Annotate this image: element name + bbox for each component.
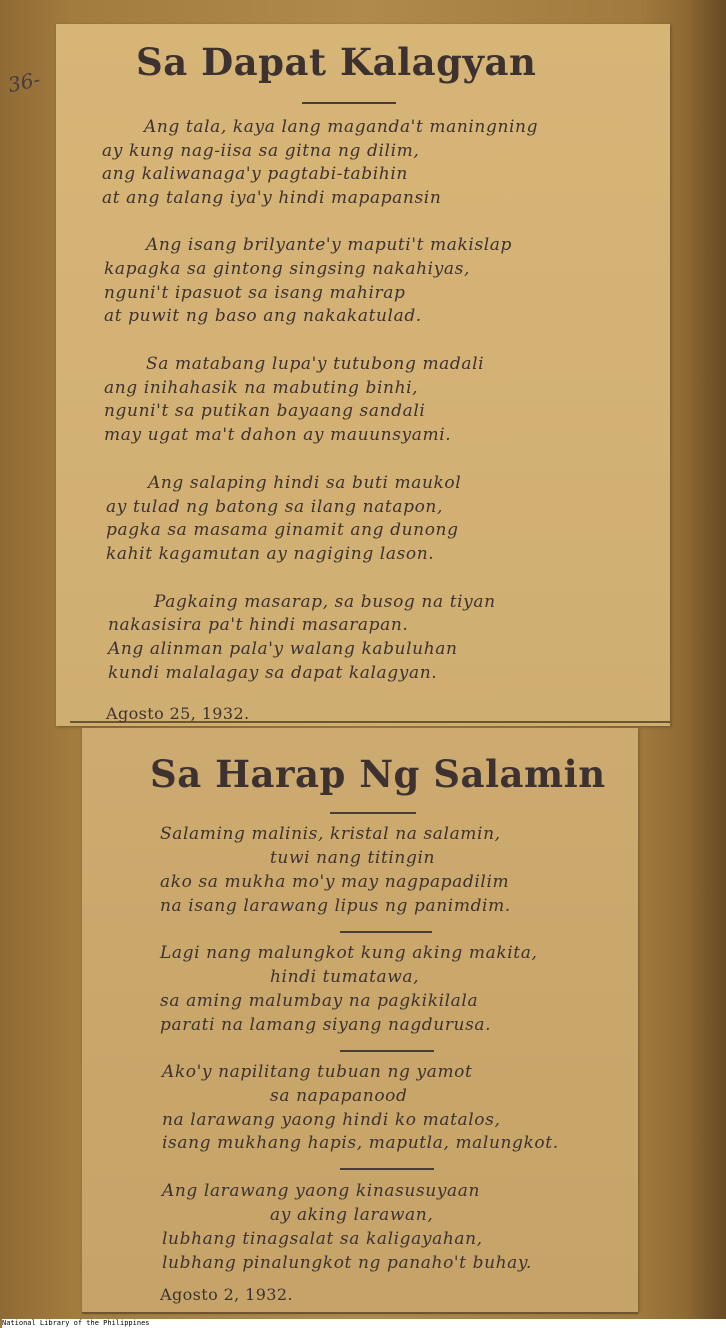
poem-1-line: may ugat ma't dahon ay mauunsyami. xyxy=(104,425,452,445)
poem-1-line: Sa matabang lupa'y tutubong madali xyxy=(146,354,485,374)
poem-2-line: ako sa mukha mo'y may nagpapadilim xyxy=(160,872,510,892)
poem-2-line: Lagi nang malungkot kung aking makita, xyxy=(160,943,538,963)
poem-1-line: nguni't sa putikan bayaang sandali xyxy=(104,401,426,421)
poem-1-line: nguni't ipasuot sa isang mahirap xyxy=(104,283,406,303)
poem-1-line: at puwit ng baso ang nakakatulad. xyxy=(104,306,422,326)
poem-2-date: Agosto 2, 1932. xyxy=(160,1285,293,1304)
stanza-separator xyxy=(340,1168,434,1170)
poem-2-line: Ako'y napilitang tubuan ng yamot xyxy=(162,1062,473,1082)
poem-1-line: Ang salaping hindi sa buti maukol xyxy=(148,473,462,493)
poem-2-line: parati na lamang siyang nagdurusa. xyxy=(160,1015,492,1035)
poem-2-line: Salaming malinis, kristal na salamin, xyxy=(160,824,501,844)
poem-2-title: Sa Harap Ng Salamin xyxy=(150,752,606,796)
poem-2-line: ay aking larawan, xyxy=(270,1205,434,1225)
poem-1-line: kahit kagamutan ay nagiging lason. xyxy=(106,544,435,564)
poem-2-line: na isang larawang lipus ng panimdim. xyxy=(160,896,511,916)
poem-1-line: Pagkaing masarap, sa busog na tiyan xyxy=(154,592,496,612)
page-number: 36- xyxy=(5,66,43,98)
title-underline xyxy=(302,102,396,104)
poem-1-title: Sa Dapat Kalagyan xyxy=(136,40,537,84)
page-edge-shadow xyxy=(686,0,726,1320)
poem-1-line: kundi malalagay sa dapat kalagyan. xyxy=(108,663,438,683)
poem-2-line: sa aming malumbay na pagkikilala xyxy=(160,991,479,1011)
poem-2-line: tuwi nang titingin xyxy=(270,848,436,868)
poem-1-line: at ang talang iya'y hindi mapapansin xyxy=(102,188,442,208)
poem-1-line: Ang isang brilyante'y maputi't makislap xyxy=(146,235,513,255)
poem-1-line: Ang tala, kaya lang maganda't maningning xyxy=(144,117,539,137)
poem-1-line: nakasisira pa't hindi masarapan. xyxy=(108,615,409,635)
bottom-rule xyxy=(82,1312,638,1314)
title-underline xyxy=(330,812,416,814)
poem-1-line: kapagka sa gintong singsing nakahiyas, xyxy=(104,259,470,279)
poem-1-date: Agosto 25, 1932. xyxy=(106,704,250,723)
stanza-separator xyxy=(340,931,432,933)
poem-1-line: ay tulad ng batong sa ilang natapon, xyxy=(106,497,443,517)
poem-1-line: Ang alinman pala'y walang kabuluhan xyxy=(108,639,458,659)
poem-1-line: pagka sa masama ginamit ang dunong xyxy=(106,520,459,540)
poem-2-line: Ang larawang yaong kinasusuyaan xyxy=(162,1181,481,1201)
poem-2-line: hindi tumatawa, xyxy=(270,967,420,987)
poem-2-line: lubhang pinalungkot ng panaho't buhay. xyxy=(162,1253,532,1273)
poem-2-line: lubhang tinagsalat sa kaligayahan, xyxy=(162,1229,483,1249)
stanza-separator xyxy=(340,1050,434,1052)
poem-1-line: ang inihahasik na mabuting binhi, xyxy=(104,378,419,398)
poem-1-line: ang kaliwanaga'y pagtabi-tabihin xyxy=(102,164,408,184)
poem-2-line: na larawang yaong hindi ko matalos, xyxy=(162,1110,501,1130)
poem-2-line: isang mukhang hapis, maputla, malungkot. xyxy=(162,1133,559,1153)
poem-2-line: sa napapanood xyxy=(270,1086,408,1106)
footer-credit: National Library of the Philippines xyxy=(2,1319,726,1328)
poem-1-line: ay kung nag-iisa sa gitna ng dilim, xyxy=(102,141,420,161)
